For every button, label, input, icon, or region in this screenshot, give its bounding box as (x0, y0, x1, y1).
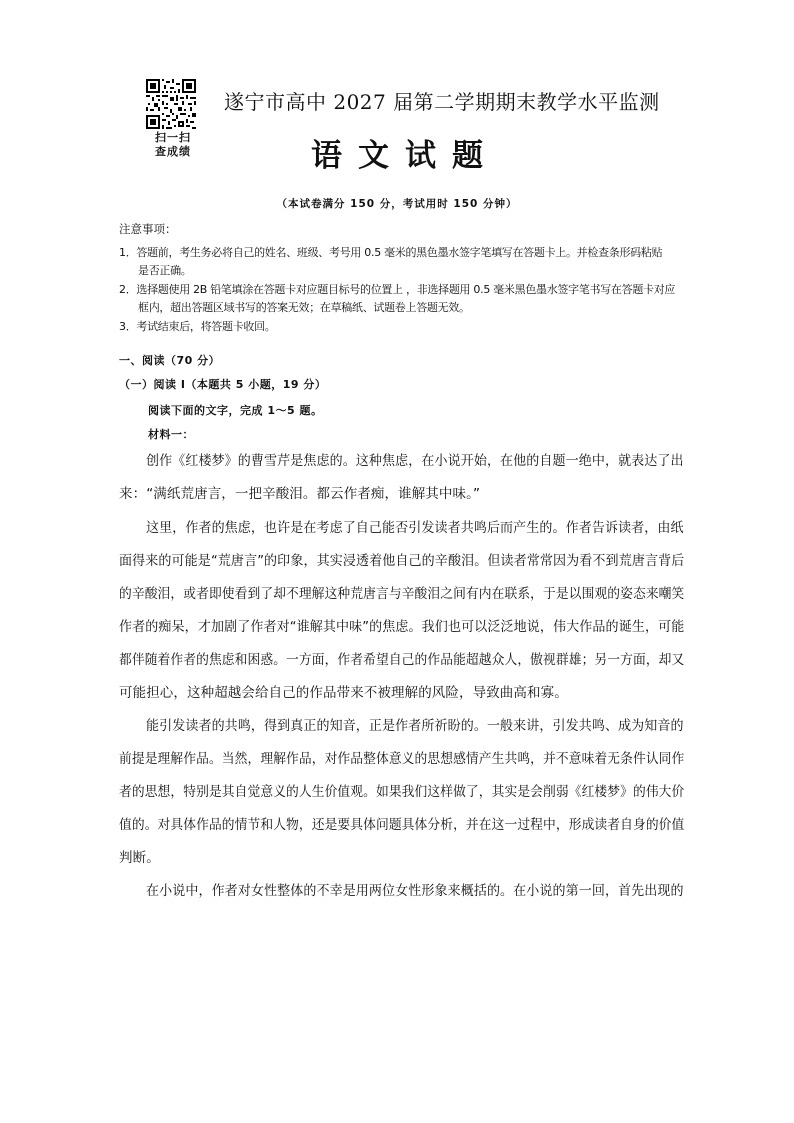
qr-caption-line1: 扫一扫 (155, 131, 191, 144)
notice-line: 1．答题前，考生务必将自己的姓名、班级、考号用 0.5 毫米的黑色墨水签字笔填写在答题卡上。并检查条形码粘贴 (119, 246, 663, 259)
passage-line: 能引发读者的共鸣，得到真正的知音，正是作者所祈盼的。一般来讲，引发共鸣、成为知音的 (146, 718, 684, 734)
passage-line: 面得来的可能是“荒唐言”的印象，其实浸透着他自己的辛酸泪。但读者常常因为看不到荒唐言背后 (119, 553, 685, 569)
qr-code-icon (146, 79, 196, 129)
passage-line: 都伴随着作者的焦虑和困惑。一方面，作者希望自己的作品能超越众人，傲视群雄；另一方面，却又 (119, 652, 685, 668)
exam-title: 遂宁市高中 2027 届第二学期期末教学水平监测 (224, 90, 660, 114)
notice-line: 框内，超出答题区域书写的答案无效；在草稿纸、试题卷上答题无效。 (138, 301, 470, 314)
passage-line: 的辛酸泪，或者即使看到了却不理解这种荒唐言与辛酸泪之间有内在联系，于是以围观的姿态来嘲笑 (119, 586, 685, 602)
notice-line: 是否正确。 (138, 264, 192, 277)
section-heading-subpart1: （一）阅读 I（本题共 5 小题，19 分） (119, 378, 327, 391)
reading-instruction: 阅读下面的文字，完成 1～5 题。 (148, 404, 323, 417)
passage-line: 这里，作者的焦虑，也许是在考虑了自己能否引发读者共鸣后而产生的。作者告诉读者，由纸 (146, 520, 684, 536)
exam-note: （本试卷满分 150 分，考试用时 150 分钟） (276, 198, 518, 210)
notice-line: 3．考试结束后，将答题卡收回。 (119, 320, 276, 333)
section-heading-part1: 一、阅读（70 分） (119, 354, 221, 367)
passage-line: 创作《红楼梦》的曹雪芹是焦虑的。这种焦虑，在小说开始，在他的自题一绝中，就表达了出 (146, 453, 684, 469)
passage-line: 来：“满纸荒唐言，一把辛酸泪。都云作者痴，谁解其中味。” (119, 486, 481, 502)
passage-line: 值的。对具体作品的情节和人物，还是要具体问题具体分析，并在这一过程中，形成读者自身的价值 (119, 817, 685, 833)
passage-line: 在小说中，作者对女性整体的不幸是用两位女性形象来概括的。在小说的第一回，首先出现的 (146, 883, 684, 899)
material-label: 材料一： (148, 428, 194, 441)
qr-caption-line2: 查成绩 (155, 145, 191, 158)
exam-subject: 语文试题 (311, 138, 499, 174)
notice-line: 2．选择题使用 2B 铅笔填涂在答题卡对应题目标号的位置上 ，非选择题用 0.5 毫米黑色墨水签字笔书写在答题卡对应 (119, 283, 676, 296)
passage-line: 判断。 (119, 850, 160, 866)
passage-line: 作者的痴呆，才加剧了作者对“谁解其中味”的焦虑。我们也可以泛泛地说，伟大作品的诞生，可能 (119, 619, 685, 635)
notice-heading: 注意事项： (119, 222, 177, 236)
passage-line: 前提是理解作品。当然，理解作品，对作品整体意义的思想感情产生共鸣，并不意味着无条件认同作 (119, 751, 685, 767)
passage-line: 可能担心，这种超越会给自己的作品带来不被理解的风险，导致曲高和寡。 (119, 685, 568, 701)
passage-line: 者的思想，特别是其自觉意义的人生价值观。如果我们这样做了，其实是会削弱《红楼梦》的伟大价 (119, 784, 685, 800)
